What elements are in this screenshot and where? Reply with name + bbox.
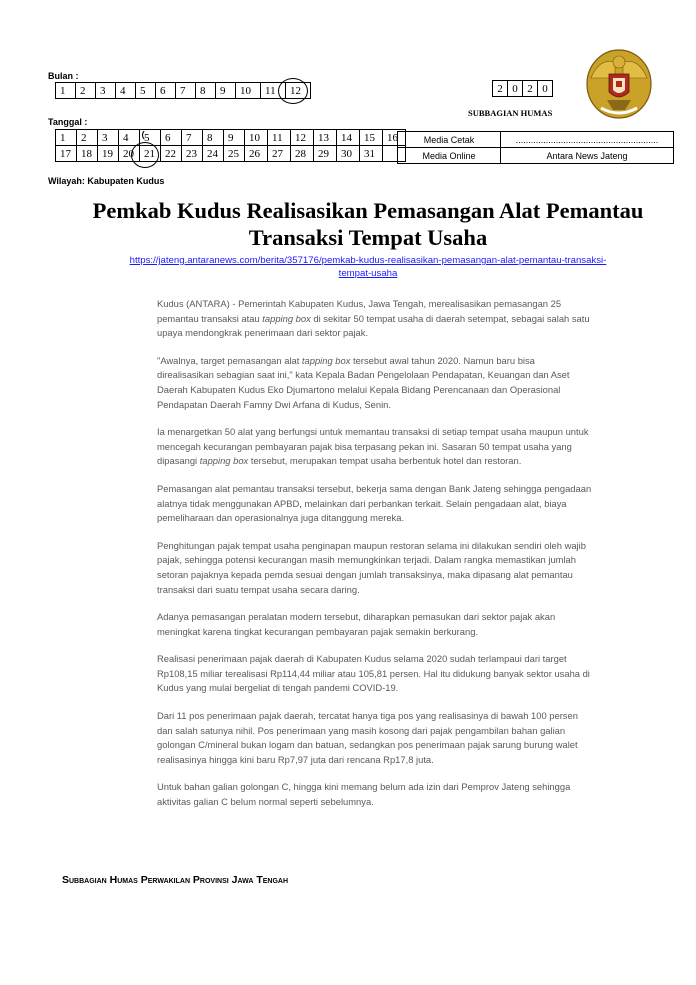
tanggal-cell: 15 xyxy=(360,130,383,146)
tapping-box-term: tapping box xyxy=(199,455,249,467)
media-online-label: Media Online xyxy=(398,148,501,164)
article-link[interactable] xyxy=(40,254,696,280)
tanggal-cell: 28 xyxy=(291,146,314,162)
tanggal-cell: 7 xyxy=(182,130,203,146)
garuda-emblem-icon xyxy=(585,48,653,122)
bulan-cell: 5 xyxy=(136,83,156,99)
bulan-cell: 4 xyxy=(116,83,136,99)
tanggal-cell: 6 xyxy=(161,130,182,146)
tanggal-cell: 18 xyxy=(77,146,98,162)
media-table xyxy=(397,131,674,164)
tanggal-cell: 26 xyxy=(245,146,268,162)
tanggal-cell: 23 xyxy=(182,146,203,162)
tanggal-cell: 16 xyxy=(383,130,406,146)
bulan-label: Bulan : xyxy=(48,71,79,81)
tanggal-cell: 17 xyxy=(56,146,77,162)
footer-unit: Subbagian Humas Perwakilan Provinsi Jawa Tengah xyxy=(62,874,289,886)
unit-label: SUBBAGIAN HUMAS xyxy=(468,108,553,118)
article-paragraph: Kudus (ANTARA) - Pemerintah Kabupaten Kudus, Jawa Tengah, merealisasikan pemasangan 25 pemantau transaksi atau tapping box di sekitar 50 tempat usaha di daerah setempat, sebagai salah satu upaya mendongkrak penerimaan dari sektor pajak. xyxy=(157,298,590,339)
bulan-cell: 7 xyxy=(176,83,196,99)
media-cetak-label: Media Cetak xyxy=(398,132,501,148)
article-title-line2: Transaksi Tempat Usaha xyxy=(248,225,488,250)
bulan-cell: 9 xyxy=(216,83,236,99)
bulan-table xyxy=(55,82,311,99)
tanggal-cell: 20 xyxy=(119,146,140,162)
selected-date-circle-tail xyxy=(142,129,154,141)
bulan-cell: 1 xyxy=(56,83,76,99)
year-digit: 0 xyxy=(538,81,553,97)
tanggal-cell: 30 xyxy=(337,146,360,162)
bulan-cell: 8 xyxy=(196,83,216,99)
tanggal-cell: 2 xyxy=(77,130,98,146)
bulan-cell: 6 xyxy=(156,83,176,99)
tapping-box-term: tapping box xyxy=(301,354,351,366)
tanggal-cell: 27 xyxy=(268,146,291,162)
article-paragraph: Dari 11 pos penerimaan pajak daerah, tercatat hanya tiga pos yang realisasinya di bawah 100 persen dan salah satunya nihil. Pos penerimaan yang masih kosong dari pajak pengambilan bahan galian golongan C/mineral bukan logam dan batuan, sedangkan pos penerimaan pajak sarung burung walet realisasinya hingga kini baru Rp7,97 juta dari rencana Rp17,8 juta. xyxy=(157,710,578,765)
year-table xyxy=(492,80,553,97)
tanggal-cell: 11 xyxy=(268,130,291,146)
tanggal-cell: 22 xyxy=(161,146,182,162)
tanggal-cell: 13 xyxy=(314,130,337,146)
tanggal-cell: 8 xyxy=(203,130,224,146)
wilayah-label: Wilayah: Kabupaten Kudus xyxy=(48,176,165,186)
media-cetak-value: ......................................................... xyxy=(501,132,674,148)
tanggal-cell: 10 xyxy=(245,130,268,146)
tanggal-cell: 4 xyxy=(119,130,140,146)
article-paragraph: Adanya pemasangan peralatan modern tersebut, diharapkan pemasukan dari sektor pajak akan meningkat karena tingkat kecurangan pembayaran pajak semakin berkurang. xyxy=(157,611,556,637)
bulan-cell: 2 xyxy=(76,83,96,99)
bulan-cell: 3 xyxy=(96,83,116,99)
tanggal-cell: 31 xyxy=(360,146,383,162)
tanggal-label: Tanggal : xyxy=(48,117,88,127)
selected-date-circle xyxy=(131,142,159,168)
article-link-line1[interactable]: https://jateng.antaranews.com/berita/357176/pemkab-kudus-realisasikan-pemasangan-alat-pemantau-transaksi- xyxy=(129,255,607,266)
media-online-value: Antara News Jateng xyxy=(501,148,674,164)
article-paragraph: Penghitungan pajak tempat usaha penginapan maupun restoran selama ini dilakukan sendiri oleh wajib pajak, sehingga potensi kecurangan masih memungkinkan terjadi. Dalam rangka memastikan jumlah setoran pajaknya kepada pemda sesuai dengan jumlah transaksinya, maka dipasang alat pemantau transaksi dari suatu tempat usaha secara daring. xyxy=(157,539,586,595)
tanggal-cell: 12 xyxy=(291,130,314,146)
year-digit: 2 xyxy=(493,81,508,97)
tapping-box-term: tapping box xyxy=(262,312,311,324)
article-link-line2[interactable]: tempat-usaha xyxy=(338,268,398,279)
bulan-cell: 10 xyxy=(236,83,261,99)
tanggal-cell: 5 xyxy=(140,130,161,146)
article-paragraph: Untuk bahan galian golongan C, hingga kini memang belum ada izin dari Pemprov Jateng sehingga aktivitas galian C belum normal seperti sebelumnya. xyxy=(157,781,571,808)
tanggal-table xyxy=(55,129,406,162)
bulan-cell: 11 xyxy=(261,83,286,99)
article-paragraph: Ia menargetkan 50 alat yang berfungsi untuk memantau transaksi di setiap tempat usaha maupun untuk mencegah kecurangan pembayaran pajak bisa terpasang pekan ini. Sasaran 50 tempat usaha yang dipasangi tapping box tersebut, merupakan tempat usaha berbentuk hotel dan restoran. xyxy=(157,426,589,467)
article-title-line1: Pemkab Kudus Realisasikan Pemasangan Alat Pemantau xyxy=(92,198,644,223)
article-title xyxy=(40,197,696,251)
tanggal-cell: 25 xyxy=(224,146,245,162)
article-paragraph: Pemasangan alat pemantau transaksi tersebut, bekerja sama dengan Bank Jateng sehingga pengadaan alatnya tidak menggunakan APBD, melainkan dari perbankan terkait. Selain pengadaan alat, biaya pemeliharaan dan operasionalnya juga ditanggung mereka. xyxy=(157,482,592,524)
tanggal-cell: 29 xyxy=(314,146,337,162)
article-paragraph: Realisasi penerimaan pajak daerah di Kabupaten Kudus selama 2020 sudah terlampaui dari target Rp108,15 miliar terealisasi Rp114,44 miliar atau 105,81 persen. Hal itu didukung banyak sektor usaha di Kudus yang mulai bergeliat di tengah pandemi COVID-19. xyxy=(157,653,590,694)
tanggal-cell: 1 xyxy=(56,130,77,146)
year-digit: 0 xyxy=(508,81,523,97)
year-digit: 2 xyxy=(523,81,538,97)
bulan-cell: 12 xyxy=(286,83,311,99)
tanggal-cell: 19 xyxy=(98,146,119,162)
tanggal-cell: 9 xyxy=(224,130,245,146)
selected-month-circle xyxy=(278,78,308,104)
tanggal-cell: 14 xyxy=(337,130,360,146)
tanggal-cell: 21 xyxy=(140,146,161,162)
tanggal-cell: 3 xyxy=(98,130,119,146)
tanggal-cell: 24 xyxy=(203,146,224,162)
article-paragraph: "Awalnya, target pemasangan alat tapping box tersebut awal tahun 2020. Namun baru bisa direalisasikan sebagian saat ini," kata Kepala Badan Pengelolaan Pendapatan, Keuangan dan Aset Daerah Kabupaten Kudus Eko Djumartono melalui Kepala Bidang Perencanaan dan Operasional Pendapatan Daerah Famny Dwi Arfana di Kudus, Senin. xyxy=(157,354,570,410)
article-body xyxy=(157,297,593,823)
